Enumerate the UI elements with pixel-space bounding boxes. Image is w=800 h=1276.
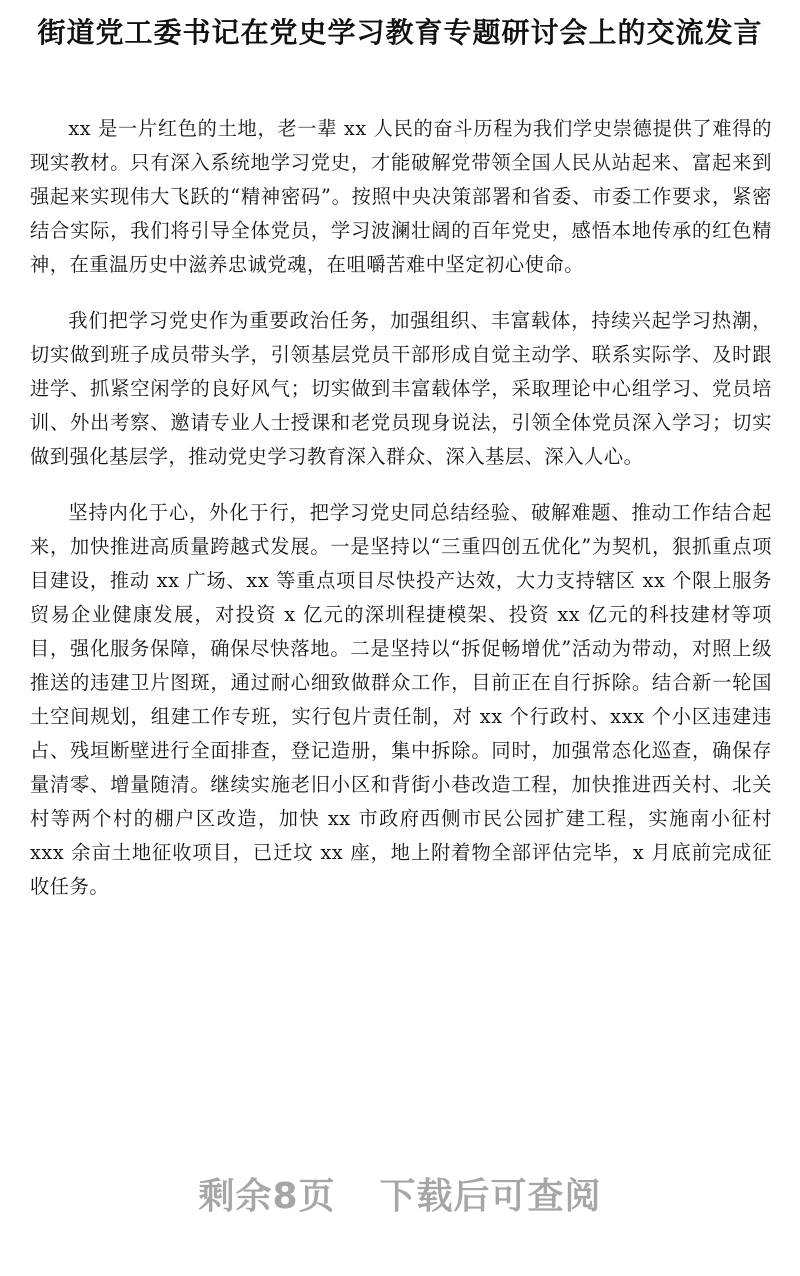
remaining-pages-text[interactable]: 剩余8页 — [198, 1176, 336, 1217]
paragraph-3: 坚持内化于心，外化于行，把学习党史同总结经验、破解难题、推动工作结合起来，加快推进高质量跨越式发展。一是坚持以“三重四创五优化”为契机，狠抓重点项目建设，推动 xx 广场、xx 等重点项目尽快投产达效，大力支持辖区 xx 个限上服务贸易企业健康发展，对投资 x 亿元的深圳程捷模架、投资 xx 亿元的科技建材等项目，强化服务保障，确保尽快落地。二是坚持以“拆促畅增优”活动为带动，对照上级推送的违建卫片图斑，通过耐心细致做群众工作，目前正在自行拆除。结合新一轮国土空间规划，组建工作专班，实行包片责任制，对 xx 个行政村、xxx 个小区违建违占、残垣断壁进行全面排查，登记造册，集中拆除。同时，加强常态化巡查，确保存量清零、增量随清。继续实施老旧小区和背街小巷改造工程，加快推进西关村、北关村等两个村的棚户区改造，加快 xx 市政府西侧市民公园扩建工程，实施南小征村 xxx 余亩土地征收项目，已迁坟 xx 座，地上附着物全部评估完毕，x 月底前完成征收任务。 — [30, 501, 772, 898]
paragraph-1: xx 是一片红色的土地，老一辈 xx 人民的奋斗历程为我们学史崇德提供了难得的现实教材。只有深入系统地学习党史，才能破解党带领全国人民从站起来、富起来到强起来实现伟大飞跃的“精神密码”。按照中央决策部署和省委、市委工作要求，紧密结合实际，我们将引导全体党员，学习波澜壮阔的百年党史，感悟本地传承的红色精神，在重温历史中滋养忠诚党魂，在咀嚼苦难中坚定初心使命。 — [30, 117, 772, 276]
document-body — [30, 112, 772, 926]
document-title: 街道党工委书记在党史学习教育专题研讨会上的交流发言 — [37, 16, 763, 49]
download-banner[interactable] — [0, 1168, 800, 1219]
paragraph-2: 我们把学习党史作为重要政治任务，加强组织、丰富载体，持续兴起学习热潮，切实做到班子成员带头学，引领基层党员干部形成自觉主动学、联系实际学、及时跟进学、抓紧空闲学的良好风气；切实做到丰富载体学，采取理论中心组学习、党员培训、外出考察、邀请专业人士授课和老党员现身说法，引领全体党员深入学习；切实做到强化基层学，推动党史学习教育深入群众、深入基层、深入人心。 — [30, 309, 772, 468]
download-hint-text[interactable]: 下载后可查阅 — [379, 1176, 602, 1217]
